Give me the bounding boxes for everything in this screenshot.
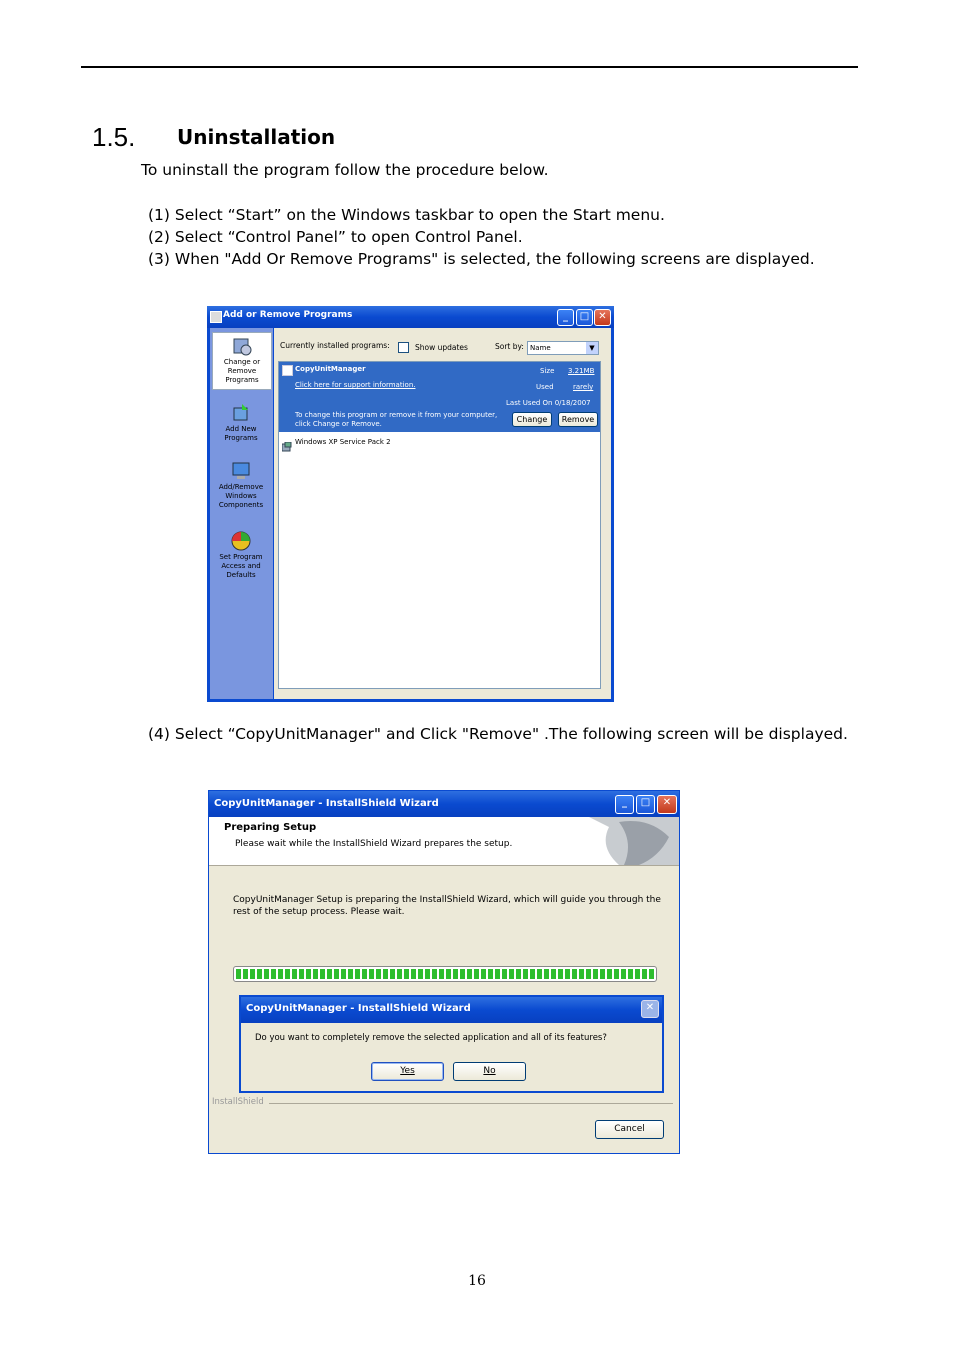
support-link[interactable]: Click here for support information. [295,381,416,389]
installshield-graphic-icon [579,817,679,865]
progress-fill [236,969,654,979]
step-2: (2) Select “Control Panel” to open Control Panel. [148,228,523,246]
dialog-title: CopyUnitManager - InstallShield Wizard [246,1003,471,1014]
program-icon [282,365,293,376]
program-defaults-icon [230,530,252,552]
yes-button[interactable] [371,1062,444,1081]
title-bar [207,306,614,328]
size-label: Size [540,367,555,375]
add-remove-programs-window [207,306,614,702]
sidebar-item-label: Add/Remove Windows Components [218,483,264,509]
sidebar-item-add-new[interactable] [212,400,270,446]
sort-by-value: Name [530,344,551,352]
program-list [278,361,601,689]
header-rule [81,66,858,68]
yes-button-label: Yes [400,1066,415,1076]
body-text-line-2: rest of the setup process. Please wait. [233,907,405,917]
maximize-button[interactable]: □ [636,795,655,814]
change-remove-description: To change this program or remove it from your computer, click Change or Remove. [295,411,498,428]
intro-text: To uninstall the program follow the procedure below. [141,161,549,179]
last-used: Last Used On 0/18/2007 [506,399,591,407]
close-icon[interactable]: ✕ [641,1000,659,1018]
show-updates-checkbox[interactable] [398,342,409,353]
list-item[interactable]: Windows XP Service Pack 2 [295,438,391,446]
dialog-title-bar [241,997,662,1023]
step-4: (4) Select “CopyUnitManager" and Click "Remove" .The following screen will be displayed. [148,725,848,743]
size-value: 3.21MB [568,367,595,375]
close-button[interactable]: ✕ [594,309,611,326]
confirm-dialog [239,995,664,1093]
add-new-programs-icon [230,402,252,424]
installshield-footer-label: InstallShield [212,1097,264,1107]
minimize-button[interactable]: _ [557,309,574,326]
step-1: (1) Select “Start” on the Windows taskbar to open the Start menu. [148,206,665,224]
windows-components-icon [230,460,252,482]
used-value: rarely [573,383,594,391]
maximize-button[interactable]: □ [576,309,593,326]
show-updates-label: Show updates [415,343,468,352]
section-number: 1.5. [92,122,136,152]
programs-panel [274,328,611,699]
change-remove-icon [231,335,253,357]
sidebar-item-label: Add New Programs [224,425,258,442]
list-item-selected[interactable] [279,362,600,432]
used-label: Used [536,383,554,391]
window-title: Add or Remove Programs [223,310,353,320]
footer-divider [269,1103,673,1104]
no-button-label: No [483,1066,496,1076]
program-name: CopyUnitManager [295,365,366,373]
task-sidebar [210,328,273,699]
sidebar-item-program-defaults[interactable] [212,528,270,584]
close-button[interactable]: ✕ [657,795,677,814]
chevron-down-icon[interactable]: ▼ [586,342,598,354]
window-title: CopyUnitManager - InstallShield Wizard [214,798,439,809]
sort-by-label: Sort by: [495,342,524,351]
change-button[interactable]: Change [512,412,552,427]
window-icon [210,311,222,323]
dialog-text: Do you want to completely remove the selected application and all of its features? [255,1033,607,1043]
page-number: 16 [468,1273,486,1289]
progress-bar [233,966,657,982]
header-title: Preparing Setup [224,822,317,833]
sidebar-item-change-remove[interactable] [212,332,272,390]
currently-installed-label: Currently installed programs: [280,341,390,350]
section-title: Uninstallation [177,125,336,149]
installshield-window [208,790,680,1154]
step-3: (3) When "Add Or Remove Programs" is selected, the following screens are displayed. [148,250,815,268]
title-bar [209,791,679,817]
program-icon [282,437,292,447]
sort-by-select[interactable] [527,341,599,355]
body-text-line-1: CopyUnitManager Setup is preparing the InstallShield Wizard, which will guide you through the [233,895,661,905]
minimize-button[interactable]: _ [615,795,634,814]
cancel-button[interactable]: Cancel [595,1120,664,1139]
wizard-header [209,817,679,866]
sidebar-item-label: Set Program Access and Defaults [219,553,263,579]
remove-button[interactable]: Remove [558,412,598,427]
header-subtitle: Please wait while the InstallShield Wizard prepares the setup. [235,839,513,849]
sidebar-item-label: Change or Remove Programs [223,358,261,384]
no-button[interactable] [453,1062,526,1081]
sidebar-item-windows-components[interactable] [212,458,270,514]
